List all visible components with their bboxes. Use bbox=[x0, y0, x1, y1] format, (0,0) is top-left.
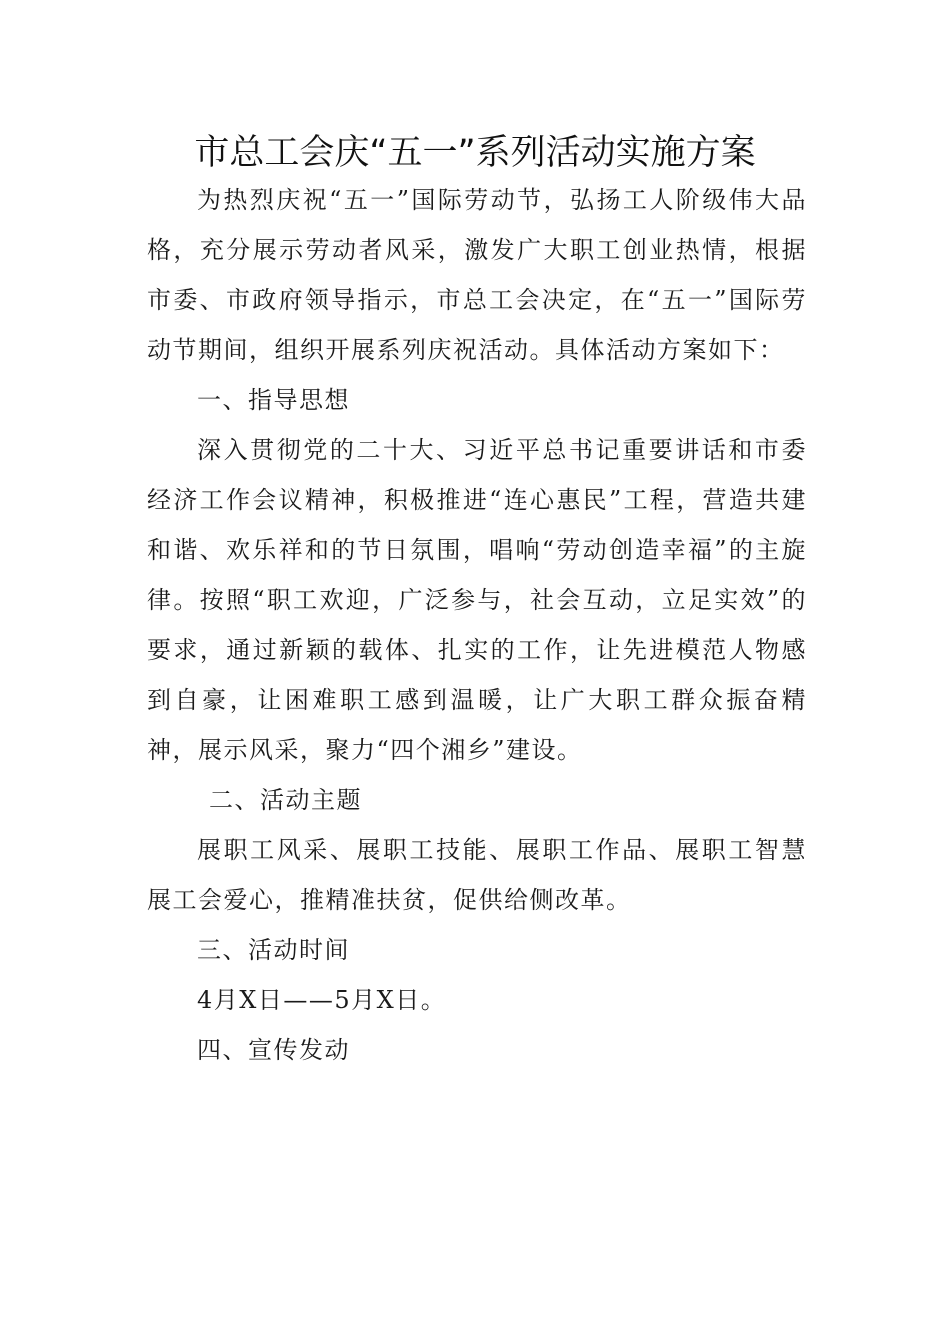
guiding-thought-paragraph: 深入贯彻党的二十大、习近平总书记重要讲话和市委经济工作会议精神，积极推进“连心惠民”工程，营造共建和谐、欢乐祥和的节日氛围，唱响“劳动创造幸福”的主旋律。按照“职工欢迎，广泛参与，社会互动，立足实效”的要求，通过新颖的载体、扎实的工作，让先进模范人物感到自豪，让困难职工感到温暖，让广大职工群众振奋精神，展示风采，聚力“四个湘乡”建设。 bbox=[147, 436, 807, 764]
document-body bbox=[147, 175, 807, 1075]
section-heading-activity-theme: 二、活动主题 bbox=[209, 786, 362, 814]
section-heading-guiding-thought: 一、指导思想 bbox=[197, 386, 350, 414]
document-title: 市总工会庆“五一”系列活动实施方案 bbox=[194, 133, 756, 173]
activity-time-paragraph: 4月X日——5月X日。 bbox=[197, 986, 447, 1014]
section-heading-publicity: 四、宣传发动 bbox=[197, 1036, 350, 1064]
activity-theme-paragraph: 展职工风采、展职工技能、展职工作品、展职工智慧展工会爱心，推精准扶贫，促供给侧改革。 bbox=[147, 836, 807, 914]
section-heading-activity-time: 三、活动时间 bbox=[197, 936, 350, 964]
intro-paragraph: 为热烈庆祝“五一”国际劳动节，弘扬工人阶级伟大品格，充分展示劳动者风采，激发广大职工创业热情，根据市委、市政府领导指示，市总工会决定，在“五一”国际劳动节期间，组织开展系列庆祝活动。具体活动方案如下： bbox=[147, 186, 807, 364]
